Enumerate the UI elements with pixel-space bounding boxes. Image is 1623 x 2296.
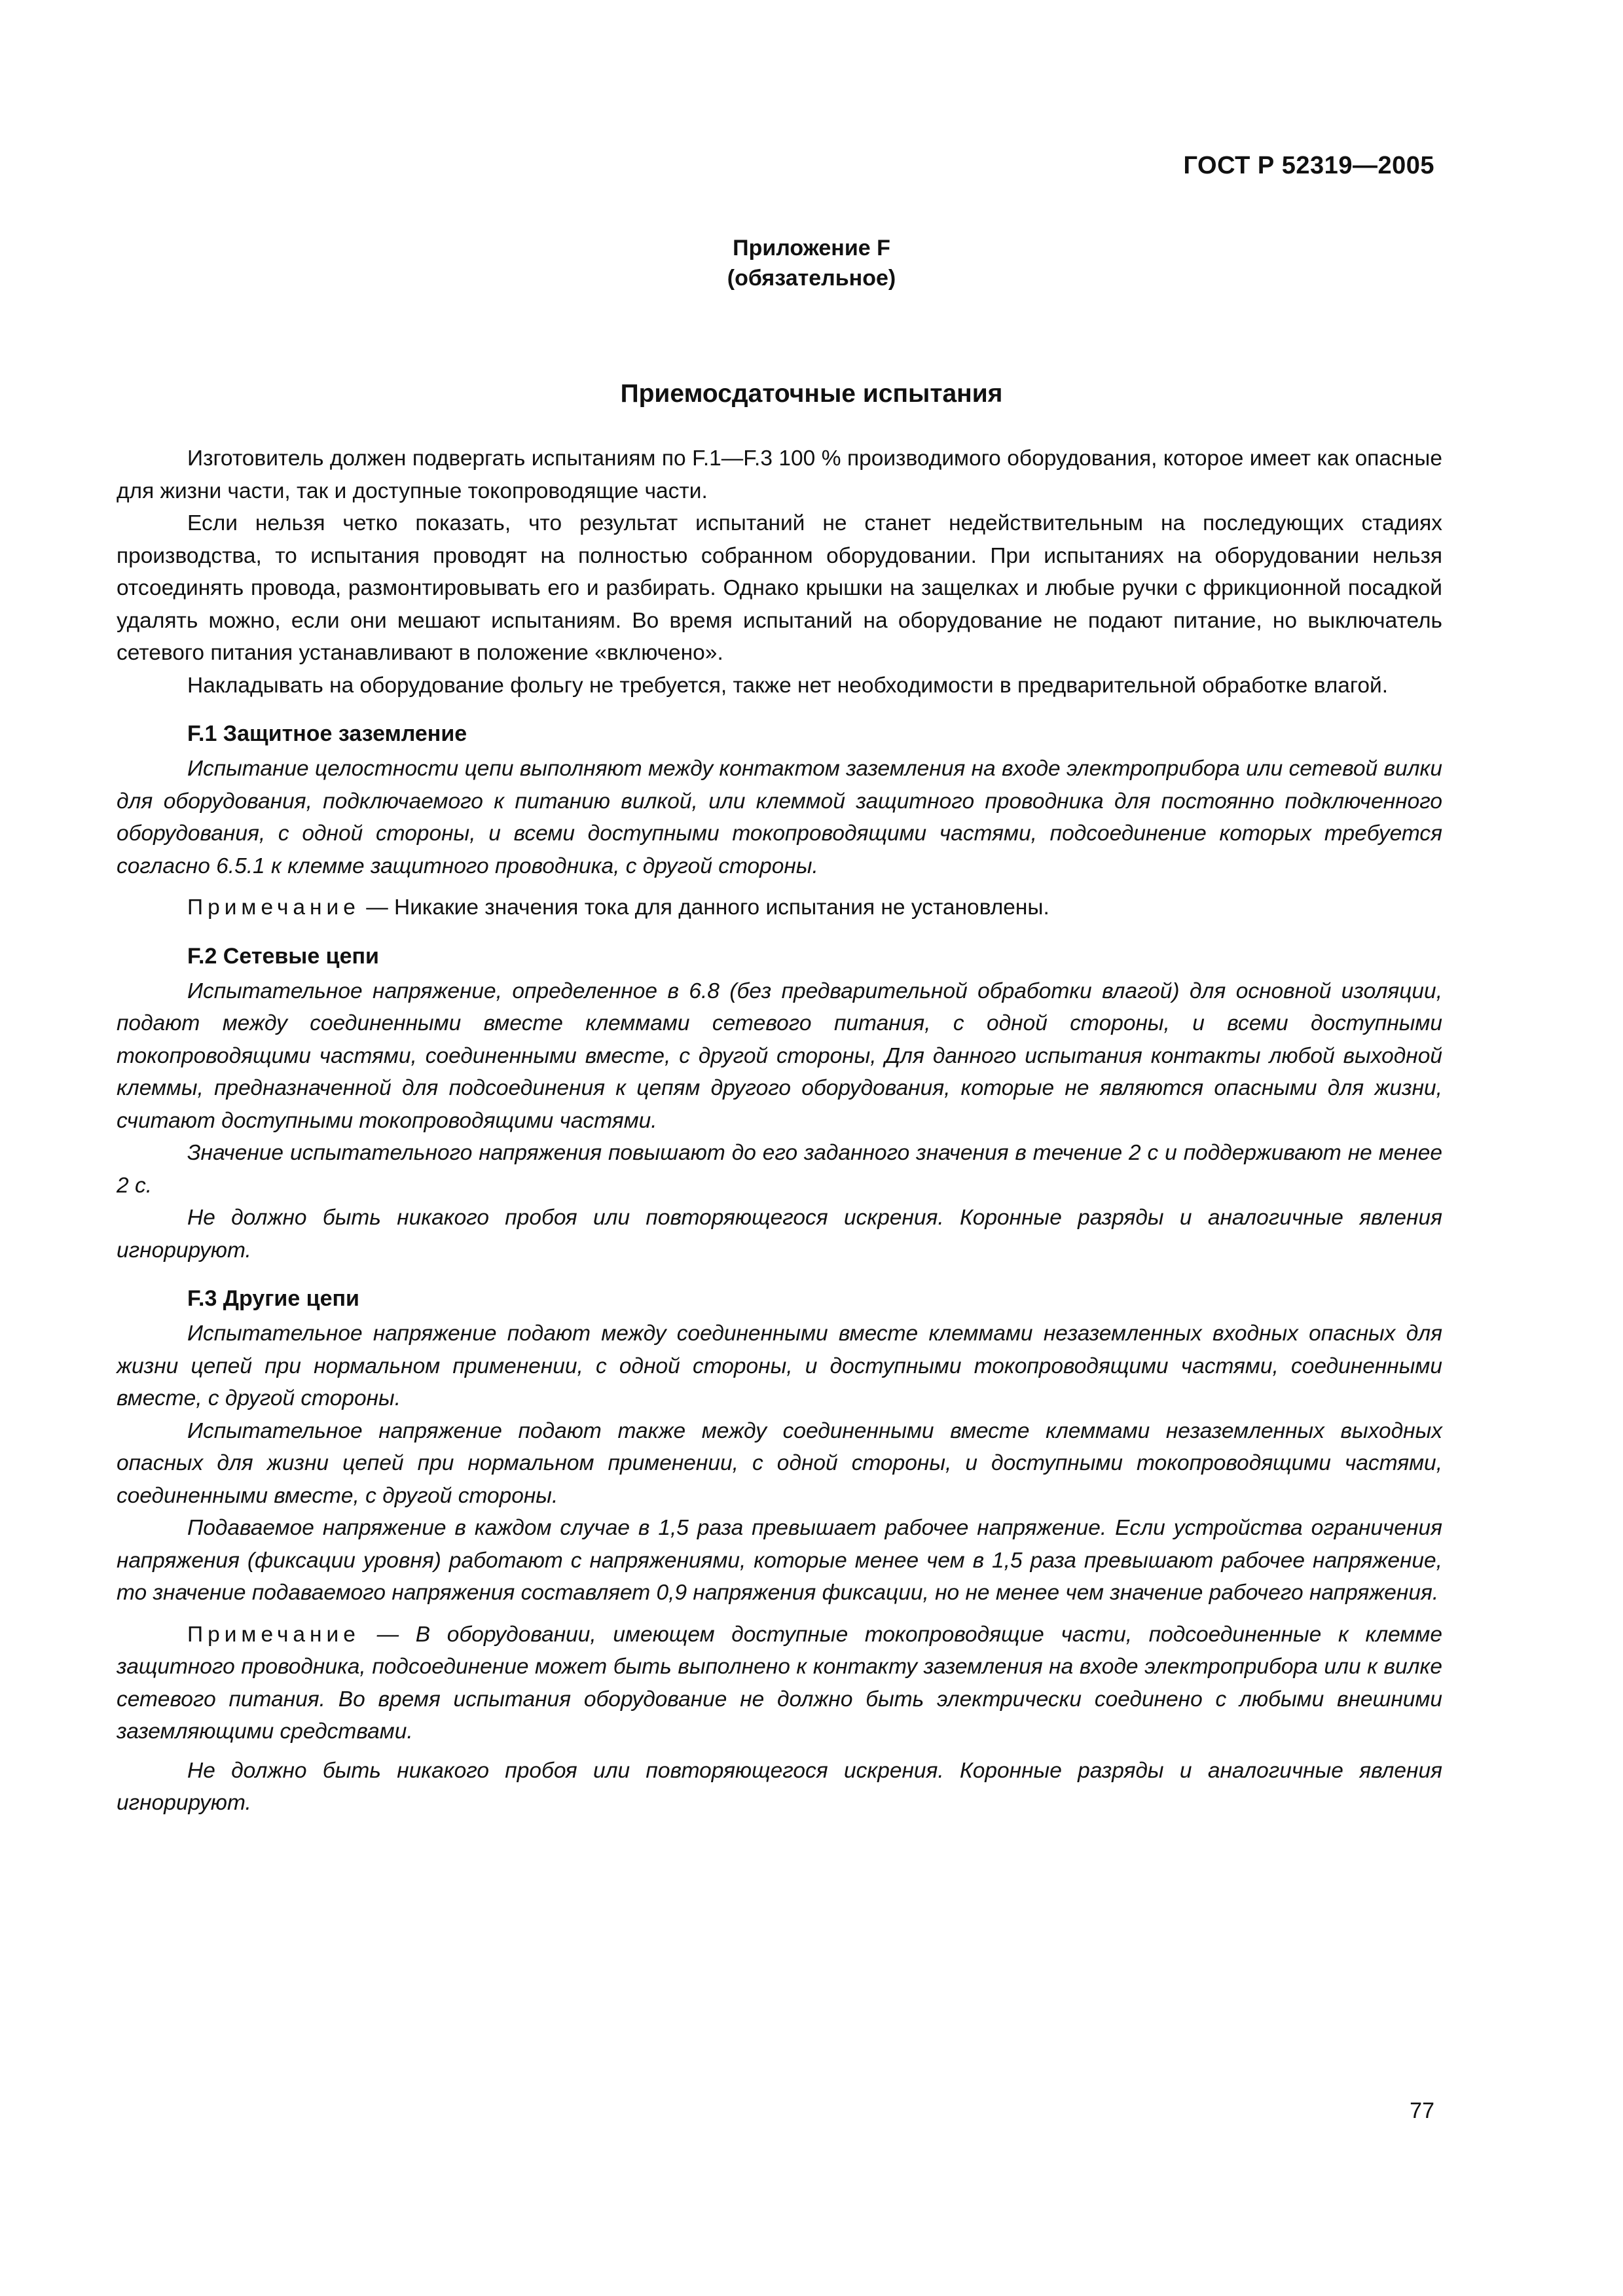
- f2-heading: F.2 Сетевые цепи: [187, 943, 379, 969]
- f1-heading: F.1 Защитное заземление: [187, 721, 467, 746]
- intro-paragraph-1: Изготовитель должен подвергать испытаниям по F.1—F.3 100 % производимого оборудования, которое имеет как опасные для жизни части, так и доступные токопроводящие части.: [117, 446, 1442, 503]
- f1-note: [117, 891, 1442, 924]
- intro-paragraph-2: Если нельзя четко показать, что результат испытаний не станет недействительным на последующих стадиях производства, то испытания проводят на полностью собранном оборудовании. При испытаниях на оборудовании нельзя отсоединять провода, размонтировывать его и разбирать. Однако крышки на защелках и любые ручки с фрикционной посадкой удалять можно, если они мешают испытаниям. Во время испытаний на оборудование не подают питание, но выключатель сетевого питания устанавливают в положение «включено».: [117, 511, 1442, 665]
- f2-paragraph-2: Значение испытательного напряжения повышают до его заданного значения в течение 2 с и поддерживают не менее 2 с.: [117, 1141, 1442, 1198]
- f1-note-text: — Никакие значения тока для данного испытания не установлены.: [359, 895, 1049, 920]
- f3-note-label: Примечание: [187, 1622, 360, 1647]
- f3-note: [117, 1619, 1442, 1748]
- f2-paragraph-3: Не должно быть никакого пробоя или повторяющегося искрения. Коронные разряды и аналогичные явления игнорируют.: [117, 1206, 1442, 1263]
- f3-paragraph-1: Испытательное напряжение подают между соединенными вместе клеммами незаземленных входных опасных для жизни цепей при нормальном применении, с одной стороны, и доступными токопроводящими частями, соединенными вместе, с другой стороны.: [117, 1321, 1442, 1410]
- f1-paragraph: Испытание целостности цепи выполняют между контактом заземления на входе электроприбора или сетевой вилки для оборудования, подключаемого к питанию вилкой, или клеммой защитного проводника для постоянно подключенного оборудования, с одной стороны, и всеми доступными токопроводящими частями, подсоединение которых требуется согласно 6.5.1 к клемме защитного проводника, с другой стороны.: [117, 757, 1442, 878]
- appendix-label: Приложение F: [733, 236, 890, 260]
- f3-paragraph-2: Испытательное напряжение подают также между соединенными вместе клеммами незаземленных выходных опасных для жизни цепей при нормальном применении, с одной стороны, и доступными токопроводящими частями, соединенными вместе, с другой стороны.: [117, 1418, 1442, 1508]
- f3-paragraph-4: Не должно быть никакого пробоя или повторяющегося искрения. Коронные разряды и аналогичные явления игнорируют.: [117, 1758, 1442, 1815]
- appendix-status: (обязательное): [727, 266, 896, 291]
- section-title: Приемосдаточные испытания: [620, 380, 1003, 408]
- f2-paragraph-1: Испытательное напряжение, определенное в 6.8 (без предварительной обработки влагой) для основной изоляции, подают между соединенными вместе клеммами сетевого питания, с одной стороны, и всеми доступными токопроводящими частями, соединенными вместе, с другой стороны, Для данного испытания контакты любой выходной клеммы, предназначенной для подсоединения к цепям другого оборудования, которые не являются опасными для жизни, считают доступными токопроводящими частями.: [117, 978, 1442, 1133]
- f1-note-label: Примечание: [187, 895, 360, 920]
- f3-heading: F.3 Другие цепи: [187, 1286, 359, 1311]
- f3-paragraph-3: Подаваемое напряжение в каждом случае в 1,5 раза превышает рабочее напряжение. Если устройства ограничения напряжения (фиксации уровня) работают с напряжениями, которые менее чем в 1,5 раза превышают рабочее напряжение, то значение подаваемого напряжения составляет 0,9 напряжения фиксации, но не менее чем значение рабочего напряжения.: [117, 1516, 1442, 1605]
- intro-paragraph-3: Накладывать на оборудование фольгу не требуется, также нет необходимости в предварительной обработке влагой.: [187, 673, 1389, 698]
- standard-code: ГОСТ Р 52319—2005: [1183, 152, 1434, 179]
- appendix-heading: [0, 233, 1623, 293]
- f3-note-text: — В оборудовании, имеющем доступные токопроводящие части, подсоединенные к клемме защитного проводника, подсоединение может быть выполнено к контакту заземления на входе электроприбора или к вилке сетевого питания. Во время испытания оборудование не должно быть электрически соединено с любыми внешними заземляющими средствами.: [117, 1622, 1442, 1744]
- page-number: 77: [1410, 2098, 1434, 2123]
- document-body: [117, 442, 1442, 1820]
